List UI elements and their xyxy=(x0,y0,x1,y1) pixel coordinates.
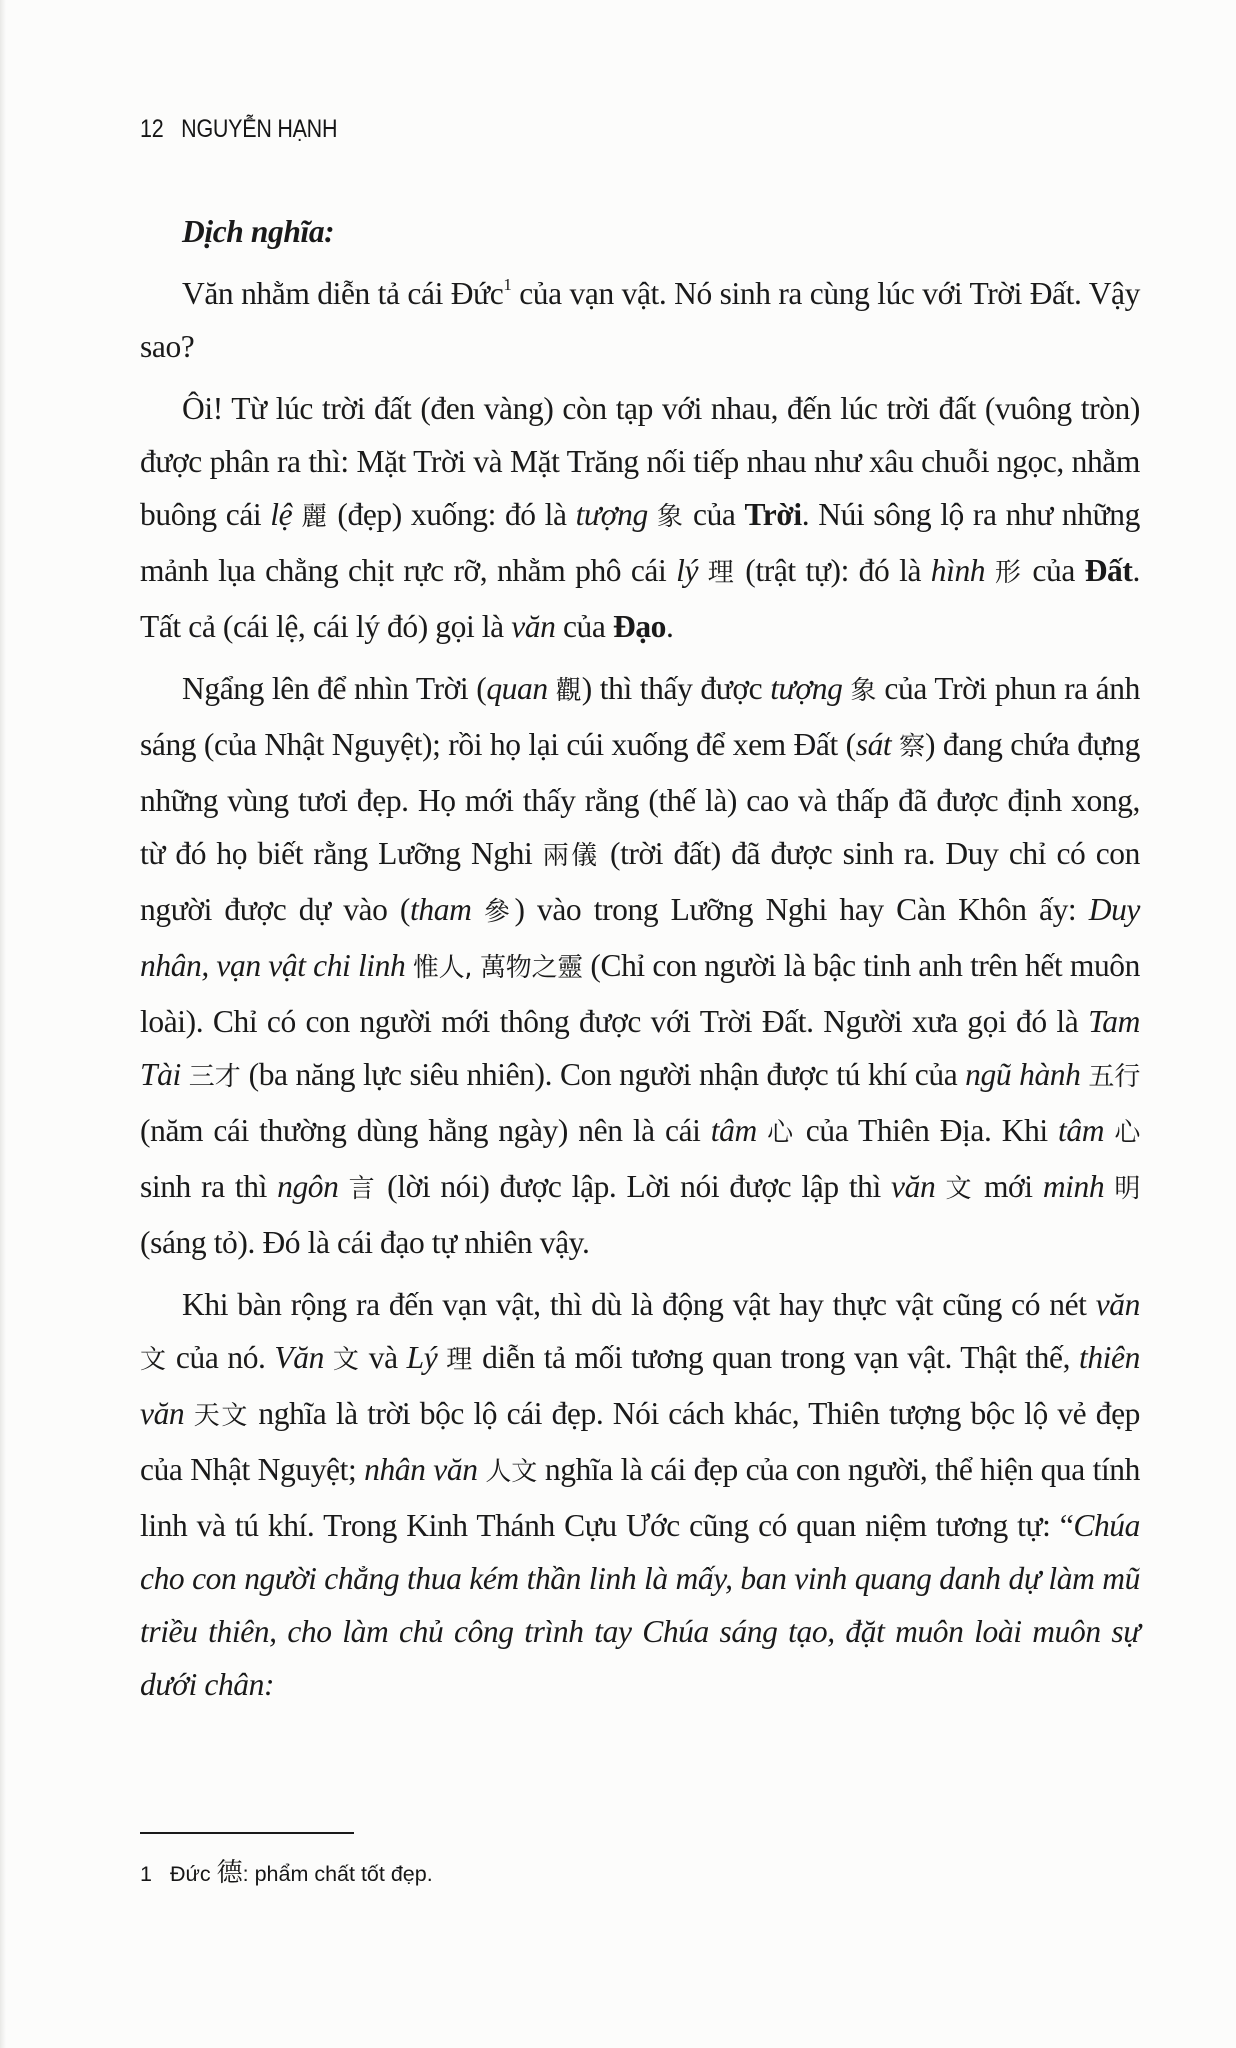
text-run: Ôi! Từ lúc trời đất (đen vàng) còn tạp với nhau, đến lúc trời đất (vuông tròn) được phân ra thì: Mặt Trời và Mặt Trăng nối tiếp nhau như xâu chuỗi ngọc, nhằm buông cái xyxy=(140,391,1140,532)
text-run: ) vào trong Lưỡng Nghi hay Càn Khôn ấy: xyxy=(514,892,1089,927)
text-run xyxy=(1104,1169,1114,1204)
text-run: mới xyxy=(973,1169,1043,1204)
text-run: sinh ra thì xyxy=(140,1169,278,1204)
text-run: (Chỉ con người là bậc tinh anh trên hết muôn loài). Chỉ có con người mới thông được với Trời Đất. Người xưa gọi đó là xyxy=(140,948,1140,1039)
italic-term: văn xyxy=(891,1169,936,1204)
text-run xyxy=(891,727,899,762)
italic-term: quan xyxy=(486,671,548,706)
text-run: diễn tả mối tương quan trong vạn vật. Thật thế, xyxy=(473,1340,1079,1375)
italic-term: thiên văn xyxy=(140,1340,1140,1431)
text-run: Văn nhằm diễn tả cái Đức xyxy=(182,276,504,311)
footnote-number: 1 xyxy=(140,1862,152,1886)
han-character: 察 xyxy=(899,732,925,762)
text-run xyxy=(181,1057,189,1092)
han-character: 文 xyxy=(140,1345,168,1375)
footnote-definition: : phẩm chất tốt đẹp. xyxy=(242,1862,433,1886)
italic-term: lý xyxy=(676,553,699,588)
text-run xyxy=(1104,1113,1114,1148)
text-run: (trời đất) đã được sinh ra. Duy chỉ có con người được dự vào ( xyxy=(140,836,1140,927)
han-character: 文 xyxy=(945,1174,974,1204)
text-run: . Tất cả (cái lệ, cái lý đó) gọi là xyxy=(140,553,1140,644)
text-run: Khi bàn rộng ra đến vạn vật, thì dù là động vật hay thực vật cũng có nét xyxy=(182,1287,1096,1322)
text-run: nghĩa là cái đẹp của con người, thể hiện qua tính linh và tú khí. Trong Kinh Thánh Cựu Ước cũng có quan niệm tương tự: “ xyxy=(140,1452,1141,1543)
text-run xyxy=(339,1169,349,1204)
author-name: NGUYỄN HẠNH xyxy=(181,115,338,143)
bold-term: Đất xyxy=(1084,553,1133,588)
italic-term: tâm xyxy=(1058,1113,1105,1148)
footnote-term: Đức xyxy=(169,1862,211,1886)
text-run: của xyxy=(1022,553,1085,588)
footnote-han-character: 德 xyxy=(216,1858,243,1888)
section-heading: Dịch nghĩa: xyxy=(182,214,335,249)
text-run xyxy=(405,948,413,983)
han-character: 理 xyxy=(446,1345,474,1375)
footnote-divider xyxy=(140,1832,354,1834)
italic-term: ngũ hành xyxy=(965,1057,1081,1092)
footnote xyxy=(140,1852,433,1889)
text-run: nghĩa là trời bộc lộ cái đẹp. Nói cách khác, Thiên tượng bộc lộ vẻ đẹp của Nhật Nguyệt; xyxy=(140,1396,1141,1487)
text-run: (đẹp) xuống: đó là xyxy=(328,497,576,532)
text-run: ) đang chứa đựng những vùng tươi đẹp. Họ mới thấy rằng (thế là) cao và thấp đã được định xong, từ đó họ biết rằng Lưỡng Nghi xyxy=(140,727,1140,871)
text-run: . xyxy=(666,609,674,644)
italic-term: văn xyxy=(1095,1287,1140,1322)
han-character: 三才 xyxy=(188,1062,241,1092)
italic-term: Lý xyxy=(406,1340,438,1375)
text-run: (trật tự): đó là xyxy=(735,553,931,588)
han-character: 參 xyxy=(483,897,515,927)
italic-term: Chúa cho con người chẳng thua kém thần linh là mấy, ban vinh quang danh dự làm mũ triều thiên, cho làm chủ công trình tay Chúa sáng tạo, đặt muôn loài muôn sự dưới chân: xyxy=(140,1508,1140,1702)
italic-term: tượng xyxy=(770,671,843,706)
italic-term: Duy nhân, vạn vật chi linh xyxy=(140,892,1141,983)
footnote-reference: 1 xyxy=(503,275,512,294)
text-run: của xyxy=(555,609,613,644)
text-run: của xyxy=(683,497,745,532)
han-character: 心 xyxy=(1114,1118,1140,1148)
han-character: 文 xyxy=(332,1345,360,1375)
italic-term: sát xyxy=(855,727,892,762)
bold-term: Đạo xyxy=(612,609,667,644)
italic-term: hình xyxy=(930,553,986,588)
han-character: 象 xyxy=(850,676,877,706)
italic-term: lệ xyxy=(270,497,293,532)
text-run xyxy=(437,1340,446,1375)
italic-term: minh xyxy=(1042,1169,1105,1204)
han-character: 人文 xyxy=(485,1457,538,1487)
text-run: (lời nói) được lập. Lời nói được lập thì xyxy=(376,1169,892,1204)
paragraph xyxy=(140,267,1140,373)
han-character: 明 xyxy=(1114,1174,1140,1204)
text-run xyxy=(648,497,657,532)
han-character: 理 xyxy=(707,558,736,588)
han-character: 象 xyxy=(656,502,684,532)
page-edge-shadow xyxy=(0,0,6,2048)
text-run: (năm cái thường dùng hằng ngày) nên là cái xyxy=(140,1113,711,1148)
text-run: và xyxy=(359,1340,407,1375)
page-body xyxy=(140,205,1140,1720)
text-run xyxy=(184,1396,193,1431)
text-run: (sáng tỏ). Đó là cái đạo tự nhiên vậy. xyxy=(140,1225,590,1260)
han-character: 五行 xyxy=(1088,1062,1141,1092)
text-run: (ba năng lực siêu nhiên). Con người nhận được tú khí của xyxy=(240,1057,966,1092)
italic-term: Văn xyxy=(274,1340,324,1375)
italic-term: tham xyxy=(410,892,472,927)
text-run xyxy=(548,671,556,706)
italic-term: nhân văn xyxy=(364,1452,478,1487)
italic-term: văn xyxy=(511,609,556,644)
han-character: 兩儀 xyxy=(542,841,600,871)
text-run xyxy=(324,1340,333,1375)
han-character: 麗 xyxy=(301,502,329,532)
paragraph xyxy=(140,662,1140,1269)
text-run: . Núi sông lộ ra như những mảnh lụa chằng chịt rực rỡ, nhằm phô cái xyxy=(140,497,1141,588)
text-run xyxy=(757,1113,767,1148)
text-run xyxy=(698,553,708,588)
han-character: 言 xyxy=(348,1174,377,1204)
han-character: 天文 xyxy=(193,1401,249,1431)
text-run xyxy=(985,553,995,588)
italic-term: Tam Tài xyxy=(140,1004,1140,1092)
text-run xyxy=(935,1169,945,1204)
text-run: của Thiên Địa. Khi xyxy=(795,1113,1059,1148)
running-head xyxy=(140,115,337,144)
text-run xyxy=(292,497,301,532)
han-character: 觀 xyxy=(555,676,582,706)
paragraph xyxy=(140,1278,1140,1711)
han-character: 心 xyxy=(767,1118,796,1148)
italic-term: tượng xyxy=(575,497,648,532)
page-number: 12 xyxy=(140,115,164,143)
paragraph xyxy=(140,382,1140,653)
han-character: 惟人, 萬物之靈 xyxy=(412,953,583,983)
italic-term: tâm xyxy=(710,1113,757,1148)
bold-term: Trời xyxy=(744,497,802,532)
han-character: 形 xyxy=(994,558,1023,588)
text-run: của vạn vật. Nó sinh ra cùng lúc với Trời Đất. Vậy sao? xyxy=(140,276,1140,364)
text-run: của nó. xyxy=(167,1340,275,1375)
text-run: ) thì thấy được xyxy=(581,671,771,706)
italic-term: ngôn xyxy=(277,1169,339,1204)
text-run xyxy=(471,892,483,927)
text-run: Ngẩng lên để nhìn Trời ( xyxy=(182,671,487,706)
text-run: của Trời phun ra ánh sáng (của Nhật Nguyệt); rồi họ lại cúi xuống để xem Đất ( xyxy=(140,671,1140,762)
